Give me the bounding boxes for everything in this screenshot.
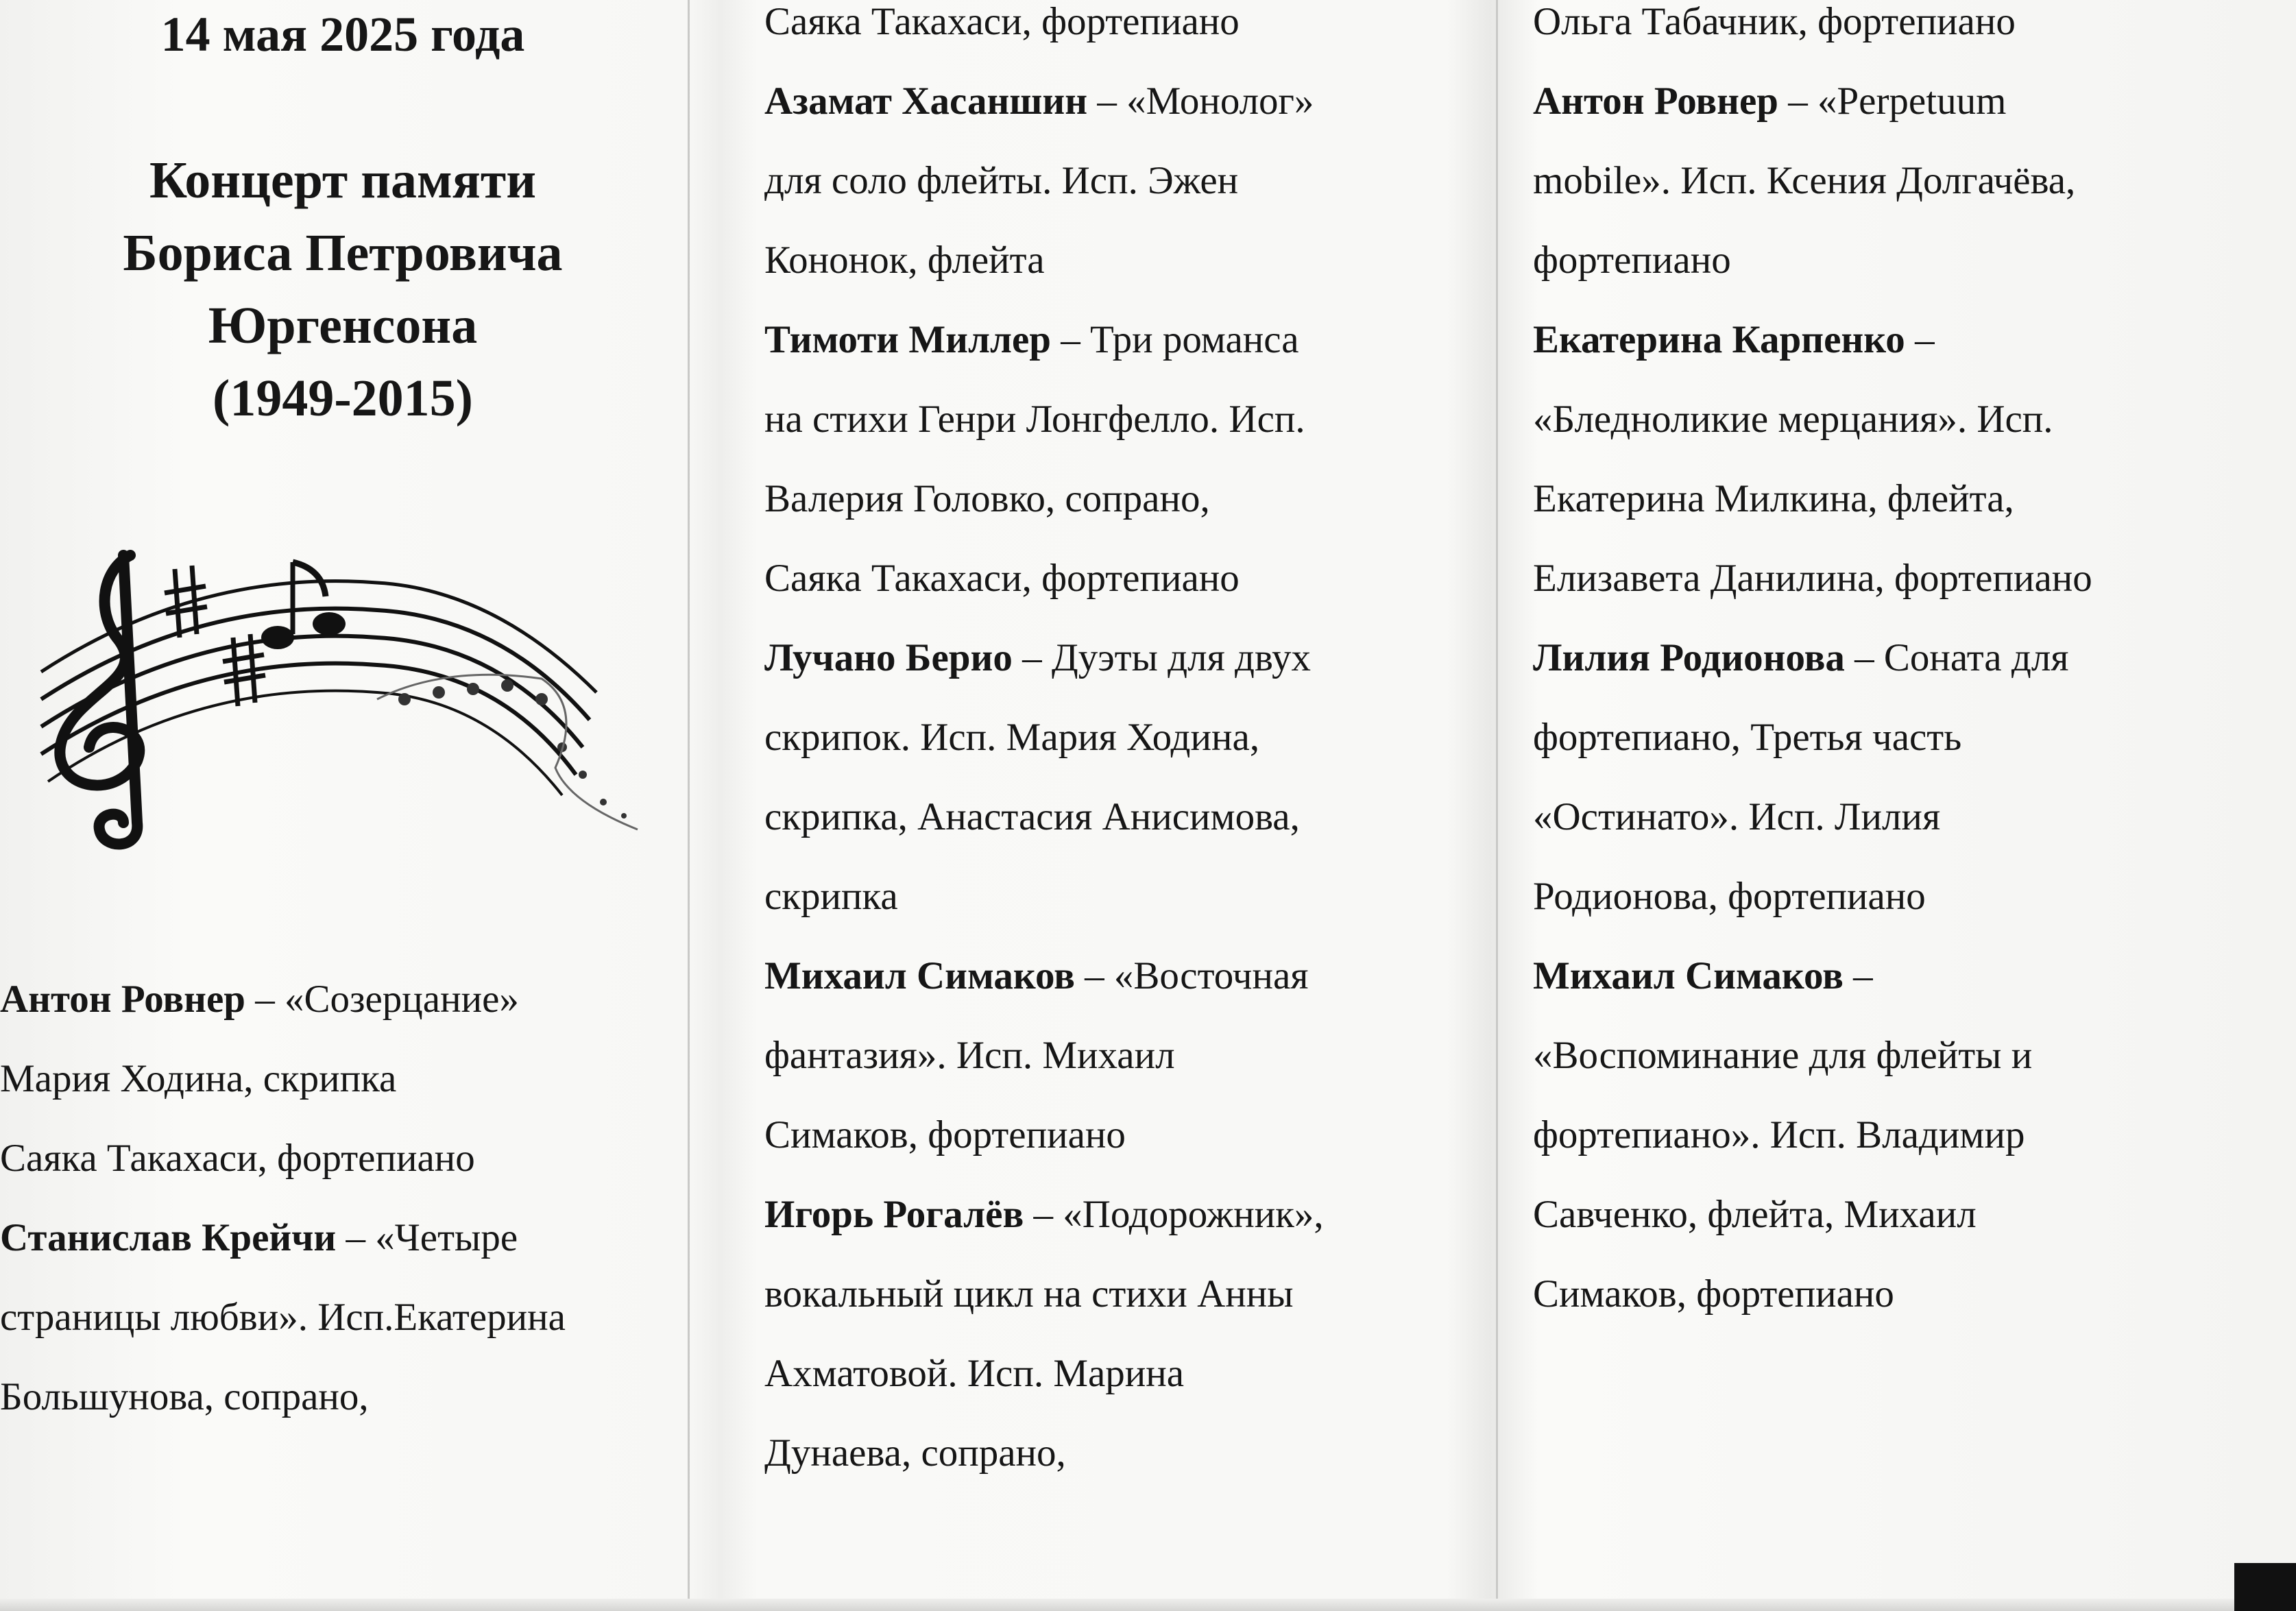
program-line: Ахматовой. Исп. Марина <box>764 1352 1185 1395</box>
program-line: «Бледноликие мерцания». Исп. <box>1533 398 2053 441</box>
treble-clef-music-notes-icon <box>21 542 651 857</box>
program-line: Лучано Берио – Дуэты для двух <box>764 636 1312 679</box>
program-column-3 <box>1533 0 2092 1334</box>
program-line: скрипка, Анастасия Анисимова, <box>764 795 1300 838</box>
title-line: Бориса Петровича <box>123 224 563 282</box>
program-line: Азамат Хасаншин – «Монолог» <box>764 80 1314 123</box>
program-line: Саяка Такахаси, фортепиано <box>0 1137 475 1180</box>
concert-date: 14 мая 2025 года <box>160 7 525 62</box>
program-line: Савченко, флейта, Михаил <box>1533 1193 1977 1236</box>
program-line: Симаков, фортепиано <box>764 1113 1126 1156</box>
program-column-2 <box>764 0 1324 1493</box>
scan-edge <box>0 1599 2296 1611</box>
program-list <box>764 0 1324 1493</box>
program-line: Мария Ходина, скрипка <box>0 1057 397 1100</box>
program-line: Ольга Табачник, фортепиано <box>1533 0 2016 43</box>
program-line: «Остинато». Исп. Лилия <box>1533 795 1941 838</box>
program-line: вокальный цикл на стихи Анны <box>764 1272 1294 1316</box>
program-line: фантазия». Исп. Михаил <box>764 1034 1175 1077</box>
program-line: Тимоти Миллер – Три романса <box>764 318 1299 361</box>
program-list <box>0 960 566 1437</box>
program-line: страницы любви». Исп.Екатерина <box>0 1296 566 1339</box>
program-line: Антон Ровнер – «Созерцание» <box>0 978 519 1021</box>
program-line: Большунова, сопрано, <box>0 1375 369 1418</box>
program-line: Саяка Такахаси, фортепиано <box>764 557 1240 600</box>
program-line: Станислав Крейчи – «Четыре <box>0 1216 518 1259</box>
program-line: Лилия Родионова – Соната для <box>1533 636 2069 679</box>
program-line: Игорь Рогалёв – «Подорожник», <box>764 1193 1324 1236</box>
program-line: Кононок, флейта <box>764 239 1045 282</box>
program-line: фортепиано». Исп. Владимир <box>1533 1113 2025 1156</box>
program-line: Симаков, фортепиано <box>1533 1272 1894 1316</box>
program-line: Родионова, фортепиано <box>1533 875 1926 918</box>
scan-corner <box>2234 1563 2296 1611</box>
program-line: mobile». Исп. Ксения Долгачёва, <box>1533 159 2076 202</box>
program-line: «Воспоминание для флейты и <box>1533 1034 2033 1077</box>
program-line: Екатерина Милкина, флейта, <box>1533 477 2014 520</box>
program-line: скрипка <box>764 875 898 918</box>
program-column-1 <box>0 960 566 1437</box>
concert-title <box>0 144 686 435</box>
program-line: фортепиано <box>1533 239 1731 282</box>
title-line: (1949-2015) <box>213 370 473 427</box>
fold-line-right <box>1496 0 1498 1611</box>
program-line: для соло флейты. Исп. Эжен <box>764 159 1239 202</box>
program-line: Саяка Такахаси, фортепиано <box>764 0 1240 43</box>
program-line: Антон Ровнер – «Perpetuum <box>1533 80 2007 123</box>
program-line: Михаил Симаков – <box>1533 954 1873 997</box>
title-line: Концерт памяти <box>149 152 537 209</box>
fold-line-left <box>688 0 690 1611</box>
program-line: Екатерина Карпенко – <box>1533 318 1935 361</box>
title-line: Юргенсона <box>208 297 478 354</box>
program-line: Михаил Симаков – «Восточная <box>764 954 1309 997</box>
program-list <box>1533 0 2092 1334</box>
program-line: Елизавета Данилина, фортепиано <box>1533 557 2092 600</box>
program-line: Дунаева, сопрано, <box>764 1431 1066 1475</box>
program-line: Валерия Головко, сопрано, <box>764 477 1210 520</box>
program-line: на стихи Генри Лонгфелло. Исп. <box>764 398 1305 441</box>
program-line: фортепиано, Третья часть <box>1533 716 1962 759</box>
program-line: скрипок. Исп. Мария Ходина, <box>764 716 1260 759</box>
